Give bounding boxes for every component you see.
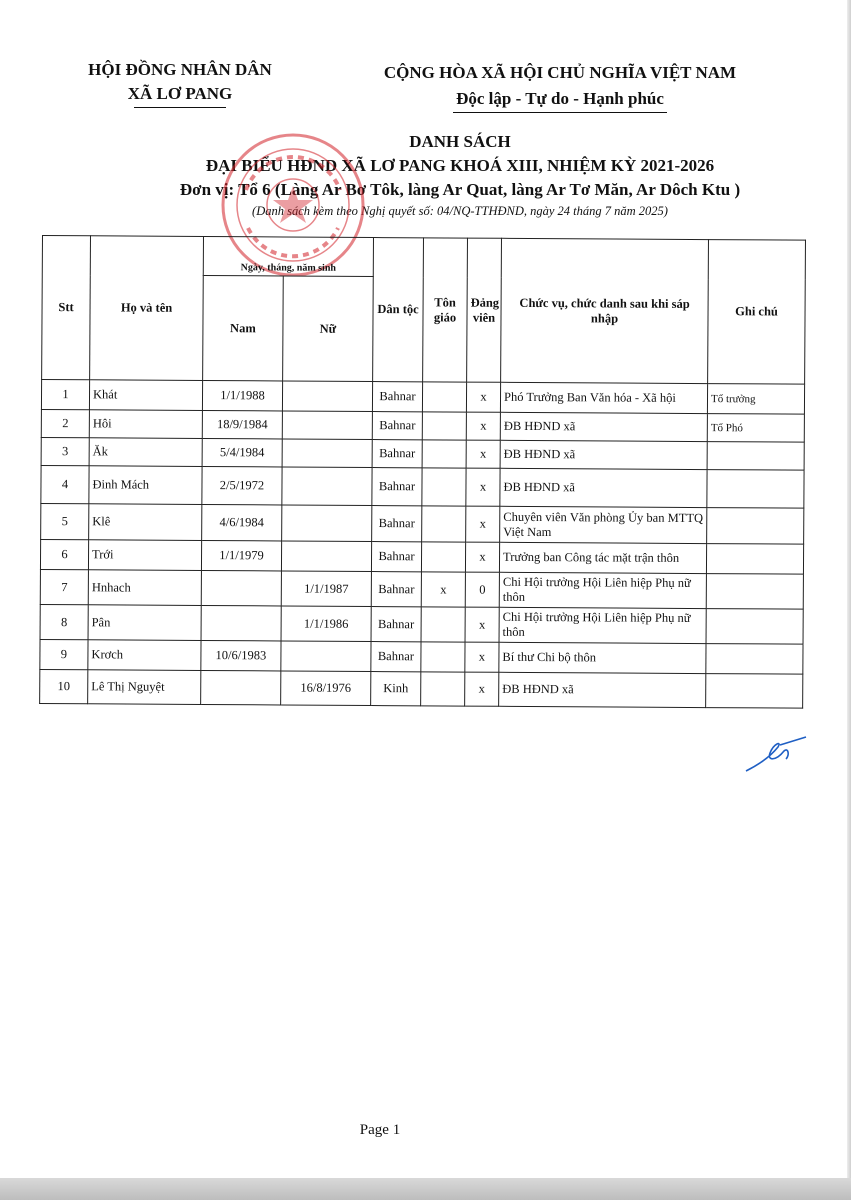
cell-party: x	[465, 607, 499, 642]
cell-dob-female	[282, 467, 372, 506]
cell-stt: 5	[41, 503, 89, 539]
cell-dob-male	[201, 605, 281, 640]
cell-position: ĐB HĐND xã	[500, 440, 707, 469]
cell-note	[706, 544, 803, 575]
title-line-3: Đơn vị: Tổ 6 (Làng Ar Bơ Tôk, làng Ar Quat, làng Ar Tơ Măn, Ar Dôch Ktu )	[179, 180, 741, 199]
cell-dob-male: 4/6/1984	[202, 504, 282, 540]
cell-dob-female	[282, 439, 372, 468]
page-number: Page 1	[359, 1122, 401, 1138]
cell-dob-female	[281, 541, 371, 572]
cell-dob-male: 2/5/1972	[202, 466, 282, 504]
cell-stt: 1	[41, 380, 89, 410]
table-row	[40, 539, 803, 574]
cell-party: x	[466, 468, 500, 506]
cell-name: Pân	[88, 605, 201, 641]
cell-stt: 3	[41, 437, 89, 465]
issuing-authority	[50, 58, 310, 108]
cell-ethnicity: Bahnar	[371, 542, 421, 572]
cell-note	[706, 574, 803, 610]
header-stt: Stt	[42, 236, 91, 380]
cell-religion: x	[421, 572, 465, 607]
cell-religion	[422, 412, 466, 440]
cell-dob-male: 10/6/1983	[201, 640, 281, 670]
header-female: Nữ	[283, 276, 374, 382]
header-party: Đảng viên	[467, 238, 502, 382]
cell-dob-male	[201, 670, 281, 704]
cell-position: Chi Hội trưởng Hội Liên hiệp Phụ nữ thôn	[499, 607, 706, 643]
cell-ethnicity: Bahnar	[372, 382, 422, 412]
cell-note	[707, 508, 804, 545]
cell-note	[707, 470, 804, 509]
cell-stt: 4	[41, 465, 89, 503]
table-row	[41, 465, 804, 508]
cell-dob-female	[282, 505, 372, 542]
scan-page-edge	[0, 1178, 851, 1200]
table-row	[40, 569, 803, 609]
header-note: Ghi chú	[708, 240, 806, 385]
cell-name: Hôi	[89, 410, 202, 439]
cell-stt: 10	[40, 669, 88, 703]
motto-underline	[453, 112, 667, 113]
national-motto	[330, 60, 790, 113]
cell-name: Đinh Mách	[89, 466, 202, 505]
cell-stt: 6	[40, 539, 88, 569]
cell-position: Bí thư Chi bộ thôn	[499, 642, 706, 673]
cell-note: Tổ Phó	[707, 414, 804, 443]
cell-dob-female: 1/1/1986	[281, 606, 371, 642]
cell-ethnicity: Bahnar	[372, 468, 422, 506]
cell-dob-female: 16/8/1976	[281, 671, 371, 706]
header-ethnicity: Dân tộc	[373, 238, 424, 382]
title-line-2: ĐẠI BIỂU HĐND XÃ LƠ PANG KHOÁ XIII, NHIỆM KỲ 2021-2026	[205, 156, 715, 175]
cell-note: Tổ trưởng	[707, 384, 804, 415]
cell-name: Ăk	[89, 438, 202, 467]
cell-stt: 2	[41, 409, 89, 437]
cell-position: Chi Hội trưởng Hội Liên hiệp Phụ nữ thôn	[499, 572, 706, 608]
cell-ethnicity: Bahnar	[372, 412, 422, 440]
cell-dob-male: 18/9/1984	[202, 410, 282, 438]
cell-religion	[421, 607, 465, 642]
cell-dob-female	[281, 641, 371, 672]
cell-note	[706, 644, 803, 675]
cell-note	[706, 674, 803, 709]
table-row	[41, 380, 804, 415]
table-header-row	[42, 236, 805, 280]
cell-ethnicity: Bahnar	[372, 440, 422, 468]
title-line-1: DANH SÁCH	[409, 132, 511, 151]
cell-name: Lê Thị Nguyệt	[88, 670, 201, 705]
cell-position: Phó Trưởng Ban Văn hóa - Xã hội	[500, 382, 707, 413]
cell-party: 0	[465, 572, 499, 607]
cell-ethnicity: Bahnar	[371, 607, 421, 642]
title-reference: (Danh sách kèm theo Nghị quyết số: 04/NQ-TTHĐND, ngày 24 tháng 7 năm 2025)	[252, 204, 668, 218]
cell-stt: 7	[40, 569, 88, 604]
cell-party: x	[465, 642, 499, 672]
table-row	[40, 639, 803, 674]
cell-party: x	[466, 382, 500, 412]
cell-position: ĐB HĐND xã	[500, 412, 707, 441]
cell-position: ĐB HĐND xã	[500, 468, 707, 507]
cell-position: Chuyên viên Văn phòng Ủy ban MTTQ Việt Nam	[500, 506, 707, 543]
cell-religion	[421, 542, 465, 572]
cell-party: x	[466, 506, 500, 542]
cell-ethnicity: Kinh	[371, 672, 421, 706]
delegate-table	[39, 235, 806, 709]
cell-party: x	[466, 412, 500, 440]
cell-dob-female: 1/1/1987	[281, 571, 371, 607]
cell-name: Trới	[88, 540, 201, 571]
header-male: Nam	[203, 275, 284, 380]
authority-underline	[134, 107, 226, 108]
cell-stt: 9	[40, 639, 88, 669]
cell-dob-female	[282, 411, 372, 440]
cell-ethnicity: Bahnar	[372, 506, 422, 542]
cell-ethnicity: Bahnar	[371, 642, 421, 672]
cell-note	[707, 442, 804, 471]
cell-ethnicity: Bahnar	[371, 572, 421, 607]
council-name: HỘI ĐỒNG NHÂN DÂN	[88, 60, 272, 79]
cell-name: Klê	[89, 504, 202, 541]
cell-religion	[421, 642, 465, 672]
cell-dob-male: 1/1/1988	[202, 380, 282, 410]
cell-dob-male: 5/4/1984	[202, 438, 282, 466]
cell-name: Hnhach	[88, 570, 201, 606]
cell-dob-female	[282, 381, 372, 412]
cell-stt: 8	[40, 604, 88, 639]
header-position: Chức vụ, chức danh sau khi sáp nhập	[501, 238, 709, 383]
table-row	[41, 503, 804, 544]
cell-religion	[422, 440, 466, 468]
header-religion: Tôn giáo	[423, 238, 468, 382]
cell-position: ĐB HĐND xã	[499, 672, 706, 707]
cell-party: x	[465, 542, 499, 572]
cell-name: Krơch	[88, 640, 201, 671]
country-name: CỘNG HÒA XÃ HỘI CHỦ NGHĨA VIỆT NAM	[383, 63, 737, 82]
cell-religion	[422, 382, 466, 412]
cell-religion	[421, 672, 465, 706]
cell-dob-male: 1/1/1979	[201, 540, 281, 570]
header-dob-group: Ngày, tháng, năm sinh	[203, 236, 373, 276]
scan-page-edge-right	[847, 0, 851, 1178]
motto: Độc lập - Tự do - Hạnh phúc	[456, 89, 664, 108]
header-name: Họ và tên	[90, 236, 204, 381]
cell-party: x	[465, 672, 499, 706]
table-row	[40, 669, 803, 708]
table-row	[40, 604, 803, 644]
cell-name: Khát	[89, 380, 202, 411]
document-title	[100, 130, 820, 220]
cell-religion	[422, 468, 466, 506]
cell-dob-male	[201, 570, 281, 605]
cell-note	[706, 609, 803, 645]
cell-religion	[422, 506, 466, 542]
commune-name: XÃ LƠ PANG	[127, 84, 233, 103]
cell-party: x	[466, 440, 500, 468]
handwritten-signature	[740, 735, 810, 775]
cell-position: Trưởng ban Công tác mặt trận thôn	[499, 542, 706, 573]
